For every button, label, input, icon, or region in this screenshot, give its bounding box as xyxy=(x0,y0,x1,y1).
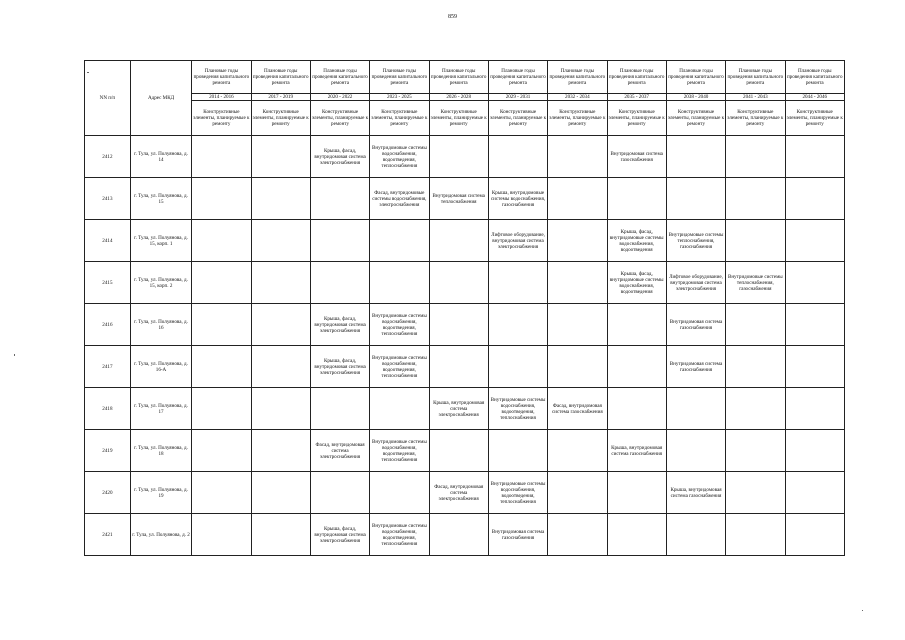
period-years-10: 2044 - 2046 xyxy=(785,94,845,101)
repair-elements-cell xyxy=(548,304,607,346)
repair-elements-cell xyxy=(192,388,251,430)
row-number: 2419 xyxy=(85,430,131,472)
repair-elements-cell: Фасад, внутридомовая система электроснабжения xyxy=(429,472,488,514)
repair-elements-cell xyxy=(666,136,725,178)
capital-repair-schedule-table xyxy=(84,60,845,556)
repair-elements-cell: Внутридомовые системы водоснабжения, водоотведения, теплоснабжения xyxy=(370,304,429,346)
repair-elements-cell: Внутридомовые системы теплоснабжения, газоснабжения xyxy=(666,220,725,262)
repair-elements-cell xyxy=(726,514,785,556)
table-row xyxy=(85,304,845,346)
repair-elements-cell xyxy=(310,388,369,430)
repair-elements-cell xyxy=(785,220,845,262)
repair-elements-cell xyxy=(251,430,310,472)
period-title-5: Плановые годы проведения капитального ремонта xyxy=(488,61,547,94)
repair-elements-cell xyxy=(548,136,607,178)
row-number: 2418 xyxy=(85,388,131,430)
repair-elements-cell xyxy=(548,178,607,220)
period-years-2: 2020 - 2022 xyxy=(310,94,369,101)
repair-elements-cell xyxy=(370,388,429,430)
repair-elements-cell: Крыша, внутридомовая система электроснабжения xyxy=(429,388,488,430)
repair-elements-cell xyxy=(785,178,845,220)
period-title-3: Плановые годы проведения капитального ремонта xyxy=(370,61,429,94)
repair-elements-cell: Крыша, фасад, внутридомовая система электроснабжения xyxy=(310,514,369,556)
row-number: 2421 xyxy=(85,514,131,556)
row-address: г. Тула, ул. Полуянова, д. 15, корп. 2 xyxy=(130,262,191,304)
table-row xyxy=(85,388,845,430)
repair-elements-cell xyxy=(607,472,666,514)
repair-elements-cell xyxy=(607,514,666,556)
repair-elements-cell xyxy=(548,346,607,388)
table-row xyxy=(85,346,845,388)
repair-elements-cell xyxy=(548,514,607,556)
column-header-address: Адрес МКД xyxy=(130,61,191,136)
period-years-7: 2035 - 2037 xyxy=(607,94,666,101)
repair-elements-cell xyxy=(310,178,369,220)
repair-elements-cell: Внутридомовые системы водоснабжения, водоотведения, теплоснабжения xyxy=(370,136,429,178)
repair-elements-cell xyxy=(548,430,607,472)
period-elements-label-2: Конструктивные элементы, планируемые к ремонту xyxy=(310,101,369,136)
period-title-2: Плановые годы проведения капитального ремонта xyxy=(310,61,369,94)
repair-elements-cell xyxy=(548,472,607,514)
repair-elements-cell xyxy=(251,346,310,388)
repair-elements-cell xyxy=(429,514,488,556)
repair-elements-cell xyxy=(251,136,310,178)
period-elements-label-5: Конструктивные элементы, планируемые к ремонту xyxy=(488,101,547,136)
row-number: 2414 xyxy=(85,220,131,262)
repair-elements-cell xyxy=(726,472,785,514)
repair-elements-cell xyxy=(488,430,547,472)
period-title-9: Плановые годы проведения капитального ремонта xyxy=(726,61,785,94)
repair-elements-cell xyxy=(607,178,666,220)
repair-elements-cell xyxy=(251,262,310,304)
period-years-8: 2038 - 2040 xyxy=(666,94,725,101)
repair-elements-cell xyxy=(251,388,310,430)
repair-elements-cell xyxy=(192,220,251,262)
repair-elements-cell xyxy=(429,262,488,304)
repair-elements-cell xyxy=(192,136,251,178)
table-row xyxy=(85,514,845,556)
period-years-3: 2023 - 2025 xyxy=(370,94,429,101)
table-row xyxy=(85,262,845,304)
repair-elements-cell: Внутридомовая система газоснабжения xyxy=(607,136,666,178)
repair-elements-cell xyxy=(548,220,607,262)
period-title-8: Плановые годы проведения капитального ремонта xyxy=(666,61,725,94)
period-elements-label-3: Конструктивные элементы, планируемые к ремонту xyxy=(370,101,429,136)
repair-elements-cell: Крыша, фасад, внутридомовая система электроснабжения xyxy=(310,136,369,178)
repair-elements-cell xyxy=(429,430,488,472)
period-years-6: 2032 - 2034 xyxy=(548,94,607,101)
repair-elements-cell xyxy=(726,136,785,178)
repair-elements-cell: Крыша, фасад, внутридомовые системы водоснабжения, водоотведения xyxy=(607,220,666,262)
period-elements-label-9: Конструктивные элементы, планируемые к ремонту xyxy=(726,101,785,136)
repair-elements-cell xyxy=(548,262,607,304)
repair-elements-cell: Фасад, внутридомовая система газоснабжения xyxy=(548,388,607,430)
repair-elements-cell xyxy=(785,514,845,556)
repair-elements-cell xyxy=(785,346,845,388)
period-title-7: Плановые годы проведения капитального ремонта xyxy=(607,61,666,94)
repair-elements-cell xyxy=(607,388,666,430)
repair-elements-cell xyxy=(785,472,845,514)
repair-elements-cell xyxy=(429,220,488,262)
repair-elements-cell xyxy=(488,346,547,388)
row-address: г. Тула, ул. Полуянова, д. 15 xyxy=(130,178,191,220)
repair-elements-cell xyxy=(251,472,310,514)
repair-elements-cell xyxy=(192,262,251,304)
repair-elements-cell xyxy=(488,136,547,178)
repair-elements-cell xyxy=(785,388,845,430)
table-row xyxy=(85,178,845,220)
repair-elements-cell: Крыша, внутридомовая система газоснабжения xyxy=(607,430,666,472)
period-elements-label-10: Конструктивные элементы, планируемые к ремонту xyxy=(785,101,845,136)
period-elements-label-6: Конструктивные элементы, планируемые к ремонту xyxy=(548,101,607,136)
repair-elements-cell xyxy=(192,514,251,556)
row-number: 2412 xyxy=(85,136,131,178)
period-elements-label-8: Конструктивные элементы, планируемые к ремонту xyxy=(666,101,725,136)
row-number: 2416 xyxy=(85,304,131,346)
row-number: 2417 xyxy=(85,346,131,388)
period-years-4: 2026 - 2028 xyxy=(429,94,488,101)
repair-elements-cell xyxy=(192,304,251,346)
repair-elements-cell xyxy=(251,304,310,346)
column-header-nn: NN п/п xyxy=(85,61,131,136)
table-row xyxy=(85,430,845,472)
period-title-6: Плановые годы проведения капитального ремонта xyxy=(548,61,607,94)
row-address: г. Тула, ул. Полуянова, д. 15, корп. 1 xyxy=(130,220,191,262)
row-number: 2415 xyxy=(85,262,131,304)
table-row xyxy=(85,136,845,178)
scan-mark xyxy=(862,610,863,611)
repair-elements-cell xyxy=(192,346,251,388)
repair-elements-cell xyxy=(666,430,725,472)
repair-elements-cell xyxy=(251,514,310,556)
repair-elements-cell xyxy=(488,262,547,304)
repair-elements-cell: Внутридомовые системы водоснабжения, водоотведения, теплоснабжения xyxy=(370,346,429,388)
repair-elements-cell xyxy=(251,220,310,262)
period-elements-label-0: Конструктивные элементы, планируемые к ремонту xyxy=(192,101,251,136)
repair-elements-cell: Крыша, фасад, внутридомовая система электроснабжения xyxy=(310,304,369,346)
repair-elements-cell: Лифтовое оборудование, внутридомовая система электроснабжения xyxy=(488,220,547,262)
repair-elements-cell xyxy=(726,220,785,262)
period-years-9: 2041 - 2043 xyxy=(726,94,785,101)
repair-elements-cell: Крыша, внутридомовые системы водоснабжения, газоснабжения xyxy=(488,178,547,220)
repair-elements-cell xyxy=(488,304,547,346)
repair-elements-cell: Крыша, внутридомовая система газоснабжения xyxy=(666,472,725,514)
repair-elements-cell xyxy=(785,136,845,178)
repair-elements-cell xyxy=(310,262,369,304)
repair-elements-cell xyxy=(429,136,488,178)
period-elements-label-1: Конструктивные элементы, планируемые к ремонту xyxy=(251,101,310,136)
repair-elements-cell xyxy=(666,514,725,556)
table-row xyxy=(85,220,845,262)
scan-mark xyxy=(14,354,15,356)
repair-elements-cell: Лифтовое оборудование, внутридомовая система электроснабжения xyxy=(666,262,725,304)
row-address: г. Тула, ул. Полуянова, д. 14 xyxy=(130,136,191,178)
period-title-0: Плановые годы проведения капитального ремонта xyxy=(192,61,251,94)
repair-elements-cell xyxy=(726,178,785,220)
repair-elements-cell: Крыша, фасад, внутридомовые системы водоснабжения, водоотведения xyxy=(607,262,666,304)
period-elements-label-4: Конструктивные элементы, планируемые к ремонту xyxy=(429,101,488,136)
table-row xyxy=(85,472,845,514)
period-title-10: Плановые годы проведения капитального ремонта xyxy=(785,61,845,94)
repair-elements-cell xyxy=(666,388,725,430)
repair-elements-cell xyxy=(310,472,369,514)
repair-elements-cell xyxy=(192,472,251,514)
repair-elements-cell xyxy=(370,262,429,304)
repair-elements-cell xyxy=(785,430,845,472)
repair-elements-cell xyxy=(607,346,666,388)
row-number: 2413 xyxy=(85,178,131,220)
table-body xyxy=(85,136,845,556)
table-header xyxy=(85,61,845,136)
repair-elements-cell xyxy=(429,304,488,346)
repair-elements-cell: Внутридомовые системы водоснабжения, водоотведения, теплоснабжения xyxy=(370,514,429,556)
repair-elements-cell xyxy=(726,430,785,472)
row-address: г. Тула, ул. Полуянова, д. 2 xyxy=(130,514,191,556)
repair-elements-cell xyxy=(192,430,251,472)
repair-elements-cell xyxy=(251,178,310,220)
repair-elements-cell: Внутридомовые системы водоснабжения, водоотведения, теплоснабжения xyxy=(488,472,547,514)
row-address: г. Тула, ул. Полуянова, д. 16 xyxy=(130,304,191,346)
repair-elements-cell: Внутридомовая система газоснабжения xyxy=(488,514,547,556)
period-years-0: 2014 - 2016 xyxy=(192,94,251,101)
period-title-4: Плановые годы проведения капитального ремонта xyxy=(429,61,488,94)
repair-elements-cell xyxy=(370,220,429,262)
row-number: 2420 xyxy=(85,472,131,514)
period-title-1: Плановые годы проведения капитального ремонта xyxy=(251,61,310,94)
repair-elements-cell xyxy=(607,304,666,346)
repair-elements-cell: Внутридомовые системы водоснабжения, водоотведения, теплоснабжения xyxy=(488,388,547,430)
repair-elements-cell xyxy=(785,262,845,304)
repair-elements-cell: Внутридомовая система теплоснабжения xyxy=(429,178,488,220)
repair-elements-cell: Фасад, внутридомовые системы водоснабжения, электроснабжения xyxy=(370,178,429,220)
repair-elements-cell xyxy=(370,472,429,514)
repair-elements-cell xyxy=(726,388,785,430)
repair-elements-cell: Крыша, фасад, внутридомовая система электроснабжения xyxy=(310,346,369,388)
page-number: 859 xyxy=(448,14,457,20)
repair-elements-cell: Внутридомовые системы теплоснабжения, газоснабжения xyxy=(726,262,785,304)
period-years-5: 2029 - 2031 xyxy=(488,94,547,101)
repair-elements-cell xyxy=(726,304,785,346)
repair-elements-cell xyxy=(310,220,369,262)
repair-elements-cell xyxy=(726,346,785,388)
period-elements-label-7: Конструктивные элементы, планируемые к ремонту xyxy=(607,101,666,136)
row-address: г. Тула, ул. Полуянова, д. 19 xyxy=(130,472,191,514)
repair-elements-cell xyxy=(429,346,488,388)
row-address: г. Тула, ул. Полуянова, д. 16-А xyxy=(130,346,191,388)
row-address: г. Тула, ул. Полуянова, д. 17 xyxy=(130,388,191,430)
repair-elements-cell: Внутридомовая система газоснабжения xyxy=(666,346,725,388)
row-address: г. Тула, ул. Полуянова, д. 18 xyxy=(130,430,191,472)
repair-elements-cell xyxy=(785,304,845,346)
repair-elements-cell xyxy=(666,178,725,220)
repair-elements-cell: Фасад, внутридомовая система электроснабжения xyxy=(310,430,369,472)
repair-elements-cell xyxy=(192,178,251,220)
period-years-1: 2017 - 2019 xyxy=(251,94,310,101)
repair-elements-cell: Внутридомовые системы водоснабжения, водоотведения, теплоснабжения xyxy=(370,430,429,472)
repair-elements-cell: Внутридомовая система газоснабжения xyxy=(666,304,725,346)
